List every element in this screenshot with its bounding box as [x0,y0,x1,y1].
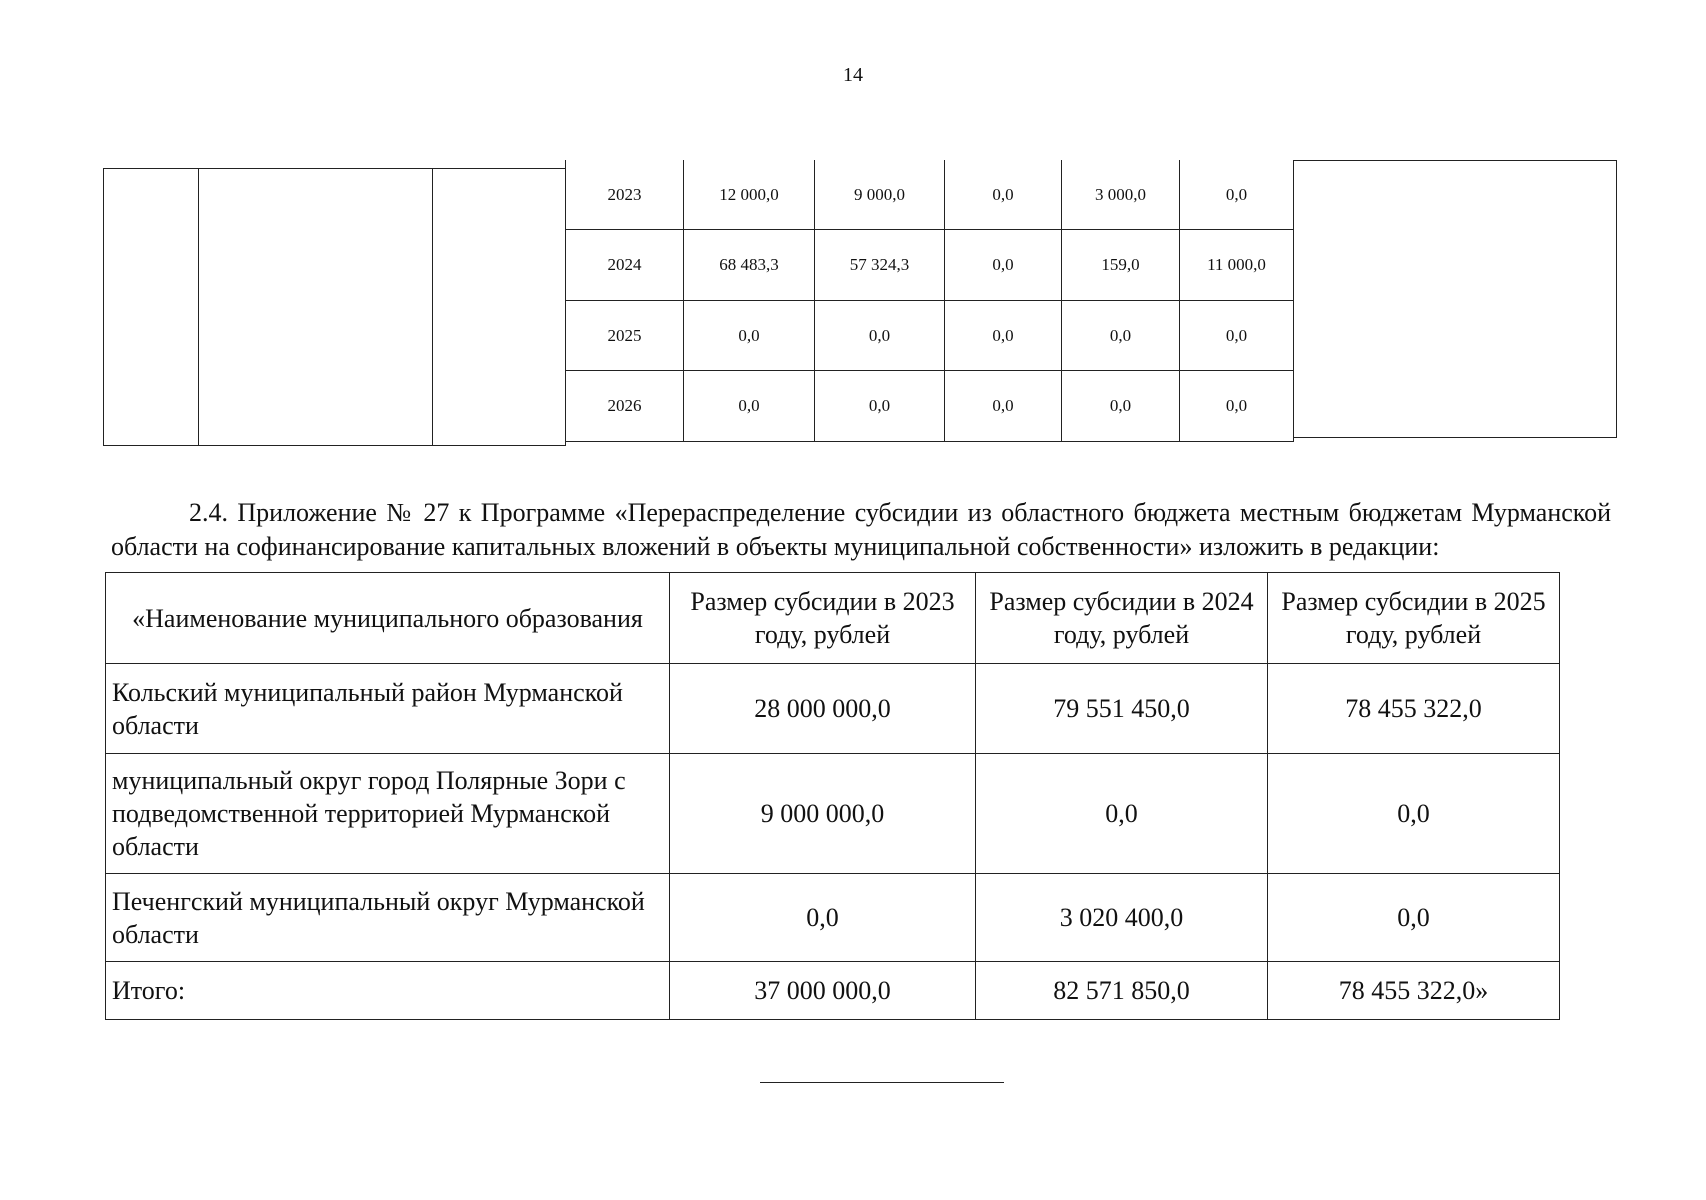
value-cell: 0,0 [815,371,945,442]
closing-rule [760,1082,1004,1083]
value-cell: 9 000,0 [815,160,945,230]
municipality-name: муниципальный округ город Полярные Зори с подведомственной территорией Мурманской области [106,754,670,874]
value-cell: 0,0 [684,300,815,371]
section-paragraph: 2.4. Приложение № 27 к Программе «Перераспределение субсидии из областного бюджета местным бюджетам Мурманской области на софинансирование капитальных вложений в объекты муниципальной собственности» изложить в редакции: [111,498,1611,561]
value-cell: 11 000,0 [1180,230,1294,301]
blank-cell-3 [432,168,566,446]
subsidy-2025: 0,0 [1268,754,1560,874]
subsidy-2024: 0,0 [976,754,1268,874]
column-header-2023: Размер субсидии в 2023 году, рублей [670,573,976,664]
value-cell: 0,0 [1062,371,1180,442]
subsidy-2025: 78 455 322,0 [1268,664,1560,754]
year-cell: 2025 [566,300,684,371]
value-cell: 12 000,0 [684,160,815,230]
value-cell: 0,0 [1180,371,1294,442]
table-row [106,754,1560,874]
value-cell: 159,0 [1062,230,1180,301]
subsidy-2023: 0,0 [670,874,976,962]
value-cell: 0,0 [1062,300,1180,371]
budget-continuation-table [103,160,1617,446]
municipality-name: Печенгский муниципальный округ Мурманской области [106,874,670,962]
total-2024: 82 571 850,0 [976,962,1268,1020]
year-cell: 2024 [566,230,684,301]
subsidy-table [105,572,1560,1020]
subsidy-2024: 3 020 400,0 [976,874,1268,962]
value-cell: 68 483,3 [684,230,815,301]
table-row [566,300,1294,371]
blank-cell-1 [103,168,199,446]
total-label: Итого: [106,962,670,1020]
column-header-municipality: «Наименование муниципального образования [106,573,670,664]
table-row [566,230,1294,301]
table-row [106,664,1560,754]
year-cell: 2026 [566,371,684,442]
year-values-grid [565,160,1294,442]
value-cell: 57 324,3 [815,230,945,301]
value-cell: 0,0 [945,230,1062,301]
subsidy-2023: 9 000 000,0 [670,754,976,874]
value-cell: 3 000,0 [1062,160,1180,230]
blank-cell-2 [198,168,433,446]
total-2025: 78 455 322,0» [1268,962,1560,1020]
subsidy-2024: 79 551 450,0 [976,664,1268,754]
page-number: 14 [843,64,863,86]
header-row [106,573,1560,664]
year-cell: 2023 [566,160,684,230]
total-2023: 37 000 000,0 [670,962,976,1020]
municipality-name: Кольский муниципальный район Мурманской области [106,664,670,754]
value-cell: 0,0 [1180,160,1294,230]
column-header-2024: Размер субсидии в 2024 году, рублей [976,573,1268,664]
value-cell: 0,0 [1180,300,1294,371]
column-header-2025: Размер субсидии в 2025 году, рублей [1268,573,1560,664]
blank-cell-right [1293,160,1617,438]
value-cell: 0,0 [945,371,1062,442]
table-row [566,160,1294,230]
value-cell: 0,0 [815,300,945,371]
value-cell: 0,0 [945,160,1062,230]
subsidy-2025: 0,0 [1268,874,1560,962]
subsidy-2023: 28 000 000,0 [670,664,976,754]
value-cell: 0,0 [684,371,815,442]
value-cell: 0,0 [945,300,1062,371]
total-row [106,962,1560,1020]
table-row [566,371,1294,442]
table-row [106,874,1560,962]
